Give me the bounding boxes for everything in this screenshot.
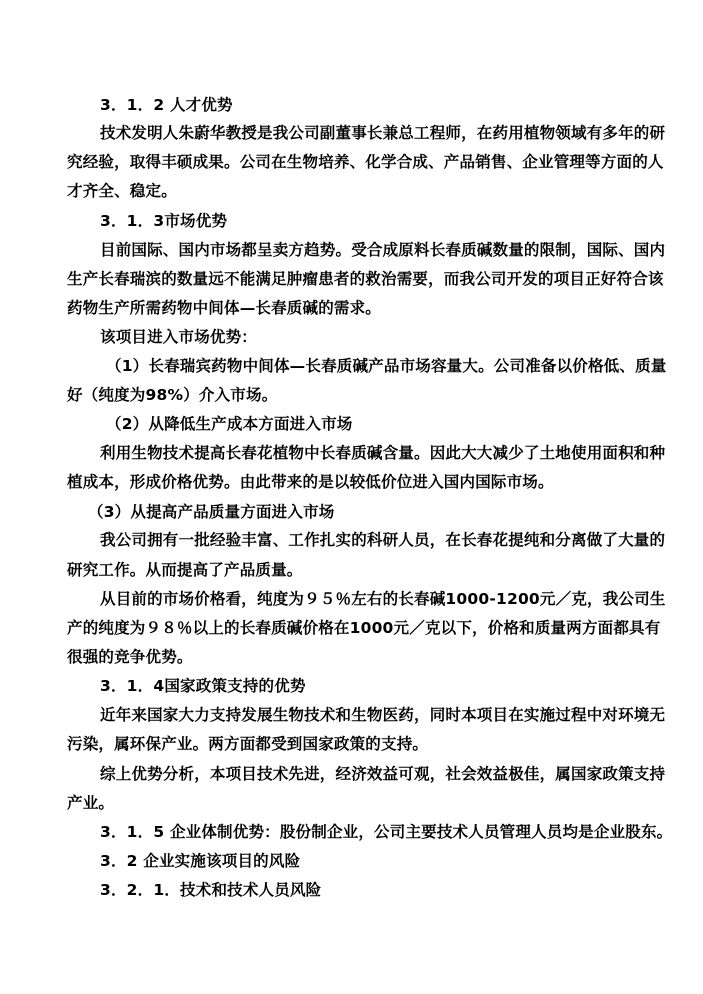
paragraph-line: 综上优势分析，本项目技术先进，经济效益可观，社会效益极佳，属国家政策支持 xyxy=(100,765,666,783)
paragraph-line: 产业。 xyxy=(67,794,115,812)
heading-3-1-5: 3．1．5 企业体制优势：股份制企业，公司主要技术人员管理人员均是企业股东。 xyxy=(100,823,673,841)
paragraph-line: 利用生物技术提高长春花植物中长春质碱含量。因此大大减少了土地使用面积和种 xyxy=(100,444,666,462)
paragraph-line: 好（纯度为98%）介入市场。 xyxy=(67,386,278,404)
paragraph-line: 生产长春瑞滨的数量远不能满足肿瘤患者的救治需要，而我公司开发的项目正好符合该 xyxy=(67,270,664,288)
heading-3-1-2: 3．1．2 人才优势 xyxy=(100,96,233,114)
paragraph-line: 很强的竞争优势。 xyxy=(67,648,193,666)
paragraph-line: 近年来国家大力支持发展生物技术和生物医药，同时本项目在实施过程中对环境无 xyxy=(100,706,666,724)
list-item-2: （2）从降低生产成本方面进入市场 xyxy=(106,415,353,433)
paragraph-line: 污染，属环保产业。两方面都受到国家政策的支持。 xyxy=(67,735,429,753)
paragraph-line: 究经验，取得丰硕成果。公司在生物培养、化学合成、产品销售、企业管理等方面的人 xyxy=(67,153,664,171)
paragraph-line: 技术发明人朱蔚华教授是我公司副董事长兼总工程师，在药用植物领域有多年的研 xyxy=(100,124,666,142)
paragraph-line: 产的纯度为９８％以上的长春质碱价格在1000元／克以下，价格和质量两方面都具有 xyxy=(67,619,661,637)
list-item-3: （3）从提高产品质量方面进入市场 xyxy=(88,503,335,521)
paragraph-line: 我公司拥有一批经验丰富、工作扎实的科研人员，在长春花提纯和分离做了大量的 xyxy=(100,531,666,549)
paragraph-line: 目前国际、国内市场都呈卖方趋势。受合成原料长春质碱数量的限制，国际、国内 xyxy=(100,241,666,259)
paragraph-line: 植成本，形成价格优势。由此带来的是以较低价位进入国内国际市场。 xyxy=(67,473,554,491)
paragraph-line: 该项目进入市场优势： xyxy=(100,328,258,346)
paragraph-line: 从目前的市场价格看，纯度为９５％左右的长春碱1000-1200元／克，我公司生 xyxy=(100,590,666,608)
list-item-1: （1）长春瑞宾药物中间体—长春质碱产品市场容量大。公司准备以价格低、质量 xyxy=(106,357,667,375)
heading-3-2-1: 3．2．1．技术和技术人员风险 xyxy=(100,881,322,899)
paragraph-line: 药物生产所需药物中间体—长春质碱的需求。 xyxy=(67,299,382,317)
heading-3-2: 3．2 企业实施该项目的风险 xyxy=(100,852,301,870)
paragraph-line: 研究工作。从而提高了产品质量。 xyxy=(67,561,303,579)
paragraph-line: 才齐全、稳定。 xyxy=(67,182,177,200)
heading-3-1-4: 3．1．4国家政策支持的优势 xyxy=(100,677,306,695)
heading-3-1-3: 3．1．3市场优势 xyxy=(100,212,228,230)
